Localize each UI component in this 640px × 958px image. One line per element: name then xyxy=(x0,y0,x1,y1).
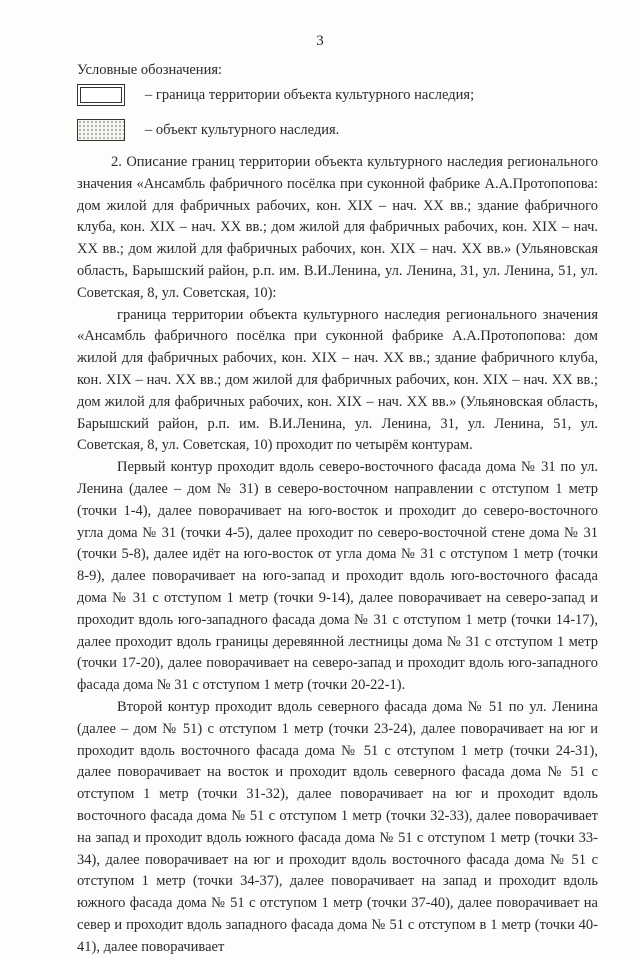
legend-item-heritage-object xyxy=(77,119,597,145)
boundary-rectangle-icon xyxy=(77,84,125,106)
document-body xyxy=(77,152,598,958)
legend-item-boundary xyxy=(77,84,597,110)
legend-label: – граница территории объекта культурного наследия; xyxy=(145,87,475,103)
paragraph-second-contour: Второй контур проходит вдоль северного фасада дома № 51 по ул. Ленина (далее – дом № 51) с отступом 1 метр (точки 23-24), далее поворачивает на юг и проходит вдоль восточного фасада дома № 51 с отступом 1 метр (точки 24-31), далее поворачивает на восток и проходит вдоль северного фасада дома № 51 с отступом 1 метр (точки 31-32), далее поворачивает на юг и проходит вдоль восточного фасада дома № 51 с отступом 1 метр (точки 32-33), далее поворачивает на запад и проходит вдоль южного фасада дома № 51 с отступом 1 метр (точки 33-34), далее поворачивает на юг и проходит вдоль восточного фасада дома № 51 с отступом 1 метр (точки 34-37), далее поворачивает на запад и проходит вдоль южного фасада дома № 51 с отступом 1 метр (точки 37-40), далее поворачивает на север и проходит вдоль западного фасада дома № 51 с отступом в 1 метр (точки 40-41), далее поворачивает xyxy=(77,698,598,955)
page-number: 3 xyxy=(316,33,324,49)
paragraph-boundary-summary: граница территории объекта культурного наследия регионального значения «Ансамбль фабричного посёлка при суконной фабрике А.А.Протопопова: дом жилой для фабричных рабочих, кон. XIX – нач. XX вв.; здание фабричного клуба, кон. XIX – нач. XX вв.; дом жилой для фабричных рабочих, кон. XIX – нач. XX вв.; дом жилой для фабричных рабочих, кон. XIX – нач. XX вв.» (Ульяновская область, Барышский район, р.п. им. В.И.Ленина, ул. Ленина, 31, ул. Ленина, 51, ул. Советская, 8, ул. Советская, 10) проходит по четырём контурам. xyxy=(77,306,598,454)
dotted-fill-rectangle-icon xyxy=(77,119,125,141)
legend-label: – объект культурного наследия. xyxy=(145,122,340,138)
legend-title: Условные обозначения: xyxy=(77,62,223,78)
paragraph-first-contour: Первый контур проходит вдоль северо-восточного фасада дома № 31 по ул. Ленина (далее – дом № 31) в северо-восточном направлении с отступом 1 метр (точки 1-4), далее поворачивает на юго-восток и проходит до северо-восточного угла дома № 31 (точки 4-5), далее проходит по северо-восточной стене дома № 31 (точки 5-8), далее идёт на юго-восток от угла дома № 31 с отступом 1 метр (точки 8-9), далее поворачивает на юго-запад и проходит вдоль юго-восточного фасада дома № 31 с отступом 1 метр (точки 9-14), далее поворачивает на северо-запад и проходит вдоль юго-западного фасада дома № 31 с отступом 1 метр (точки 14-17), далее проходит вдоль границы деревянной лестницы дома № 31 с отступом 1 метр (точки 17-20), далее поворачивает на северо-запад и проходит вдоль юго-западного фасада дома № 31 с отступом 1 метр (точки 20-22-1). xyxy=(77,459,598,694)
paragraph-section-2: 2. Описание границ территории объекта культурного наследия регионального значения «Ансамбль фабричного посёлка при суконной фабрике А.А.Протопопова: дом жилой для фабричных рабочих, кон. XIX – нач. XX вв.; здание фабричного клуба, кон. XIX – нач. XX вв.; дом жилой для фабричных рабочих, кон. XIX – нач. XX вв.; дом жилой для фабричных рабочих, кон. XIX – нач. XX вв.» (Ульяновская область, Барышский район, р.п. им. В.И.Ленина, ул. Ленина, 31, ул. Ленина, 51, ул. Советская, 8, ул. Советская, 10): xyxy=(77,154,598,301)
